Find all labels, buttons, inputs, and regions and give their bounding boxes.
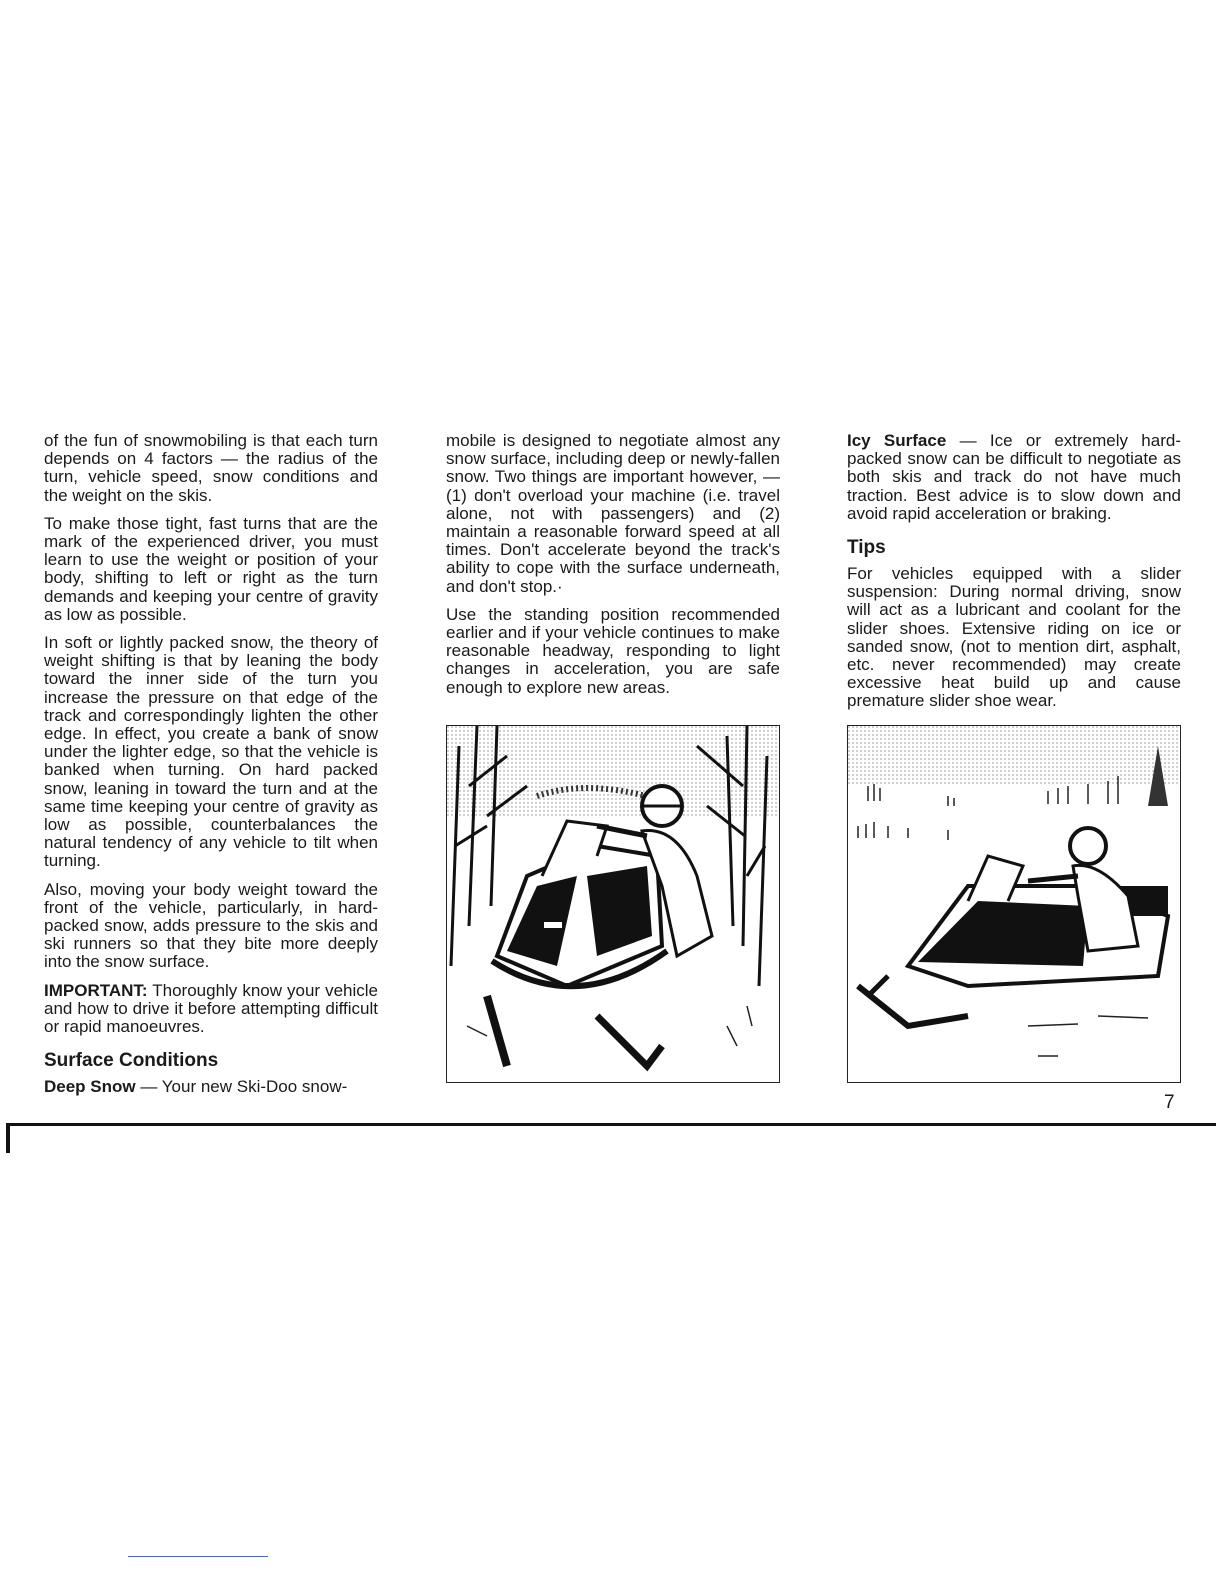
paragraph-standing-position: Use the standing position recommended earlier and if your vehicle continues to make reasonable headway, responding to light changes in acceleration, you are safe enough to explore new areas. xyxy=(446,604,780,697)
paragraph-body-weight: Also, moving your body weight toward the front of the vehicle, particularly, in hard-packed snow, adds pressure to the skis and ski runners so that they bite more deeply into the snow surface. xyxy=(44,879,378,972)
page-number: 7 xyxy=(1164,1092,1175,1113)
paragraph-tips: For vehicles equipped with a slider suspension: During normal driving, snow will act as a lubricant and coolant for the slider shoes. Extensive riding on ice or sanded snow, (not to mention dirt, asphalt, etc. never recommended) may create excessive heat build up and cause premature slider shoe wear. xyxy=(847,564,1181,711)
paragraph-soft-snow: In soft or lightly packed snow, the theory of weight shifting is that by leaning the body toward the inner side of the turn you increase the pressure on that edge of the track and correspondingly lighten the other edge. In effect, you create a bank of snow under the lighter edge, so that the vehicle is banked when turning. On hard packed snow, leaning in toward the turn and at the same time keeping your centre of gravity as low as possible, counterbalances the natural tendency of any vehicle to tilt when turning. xyxy=(44,633,378,871)
paragraph-turn-factors: of the fun of snowmobiling is that each turn depends on 4 factors — the radius of the turn, vehicle speed, snow conditions and the weight on the skis. xyxy=(44,431,378,505)
deep-snow-label: Deep Snow xyxy=(44,1077,136,1097)
paragraph-tight-turns: To make those tight, fast turns that are the mark of the experienced driver, you must learn to use the weight or position of your body, shifting to left or right as the turn demands and keeping your centre of gravity as low as possible. xyxy=(44,513,378,624)
heading-surface-conditions: Surface Conditions xyxy=(44,1050,219,1072)
bottom-rule xyxy=(6,1123,1216,1126)
paragraph-deep-snow: mobile is designed to negotiate almost any snow surface, including deep or newly-fallen snow. Two things are important however, — (1) don't overload your machine (i.e. travel alone, not with passengers) and (2) maintain a reasonable forward speed at all times. Don't accelerate beyond the track's ability to cope with the surface underneath, and don't stop.· xyxy=(446,431,780,596)
icy-surface-label: Icy Surface xyxy=(847,431,947,450)
text-column-3 xyxy=(847,432,1181,721)
text-column-2 xyxy=(446,432,780,707)
deep-snow-text: — Your new Ski-Doo snow- xyxy=(135,1077,348,1097)
footer-line xyxy=(128,1556,268,1557)
bottom-rule-corner xyxy=(6,1123,10,1153)
important-text: Thoroughly know your vehicle and how to drive it before attempting difficult or rapid manoeuvres. xyxy=(44,980,378,1037)
heading-tips: Tips xyxy=(847,537,886,559)
important-label: IMPORTANT: xyxy=(44,980,148,1000)
figure-deep-snow xyxy=(446,725,780,1083)
snowmobile-icy-surface-icon xyxy=(848,726,1180,1082)
snowmobile-deep-snow-icon xyxy=(447,726,779,1082)
icy-surface-paragraph xyxy=(847,432,1181,523)
figure-icy-surface xyxy=(847,725,1181,1083)
important-note xyxy=(44,982,378,1037)
deep-snow-intro xyxy=(44,1078,378,1096)
text-column-1 xyxy=(44,432,378,1107)
icy-surface-text: — Ice or extremely hard-packed snow can be difficult to negotiate as both skis and track do not have much traction. Best advice is to slow down and avoid rapid acceleration or braking. xyxy=(847,431,1181,523)
